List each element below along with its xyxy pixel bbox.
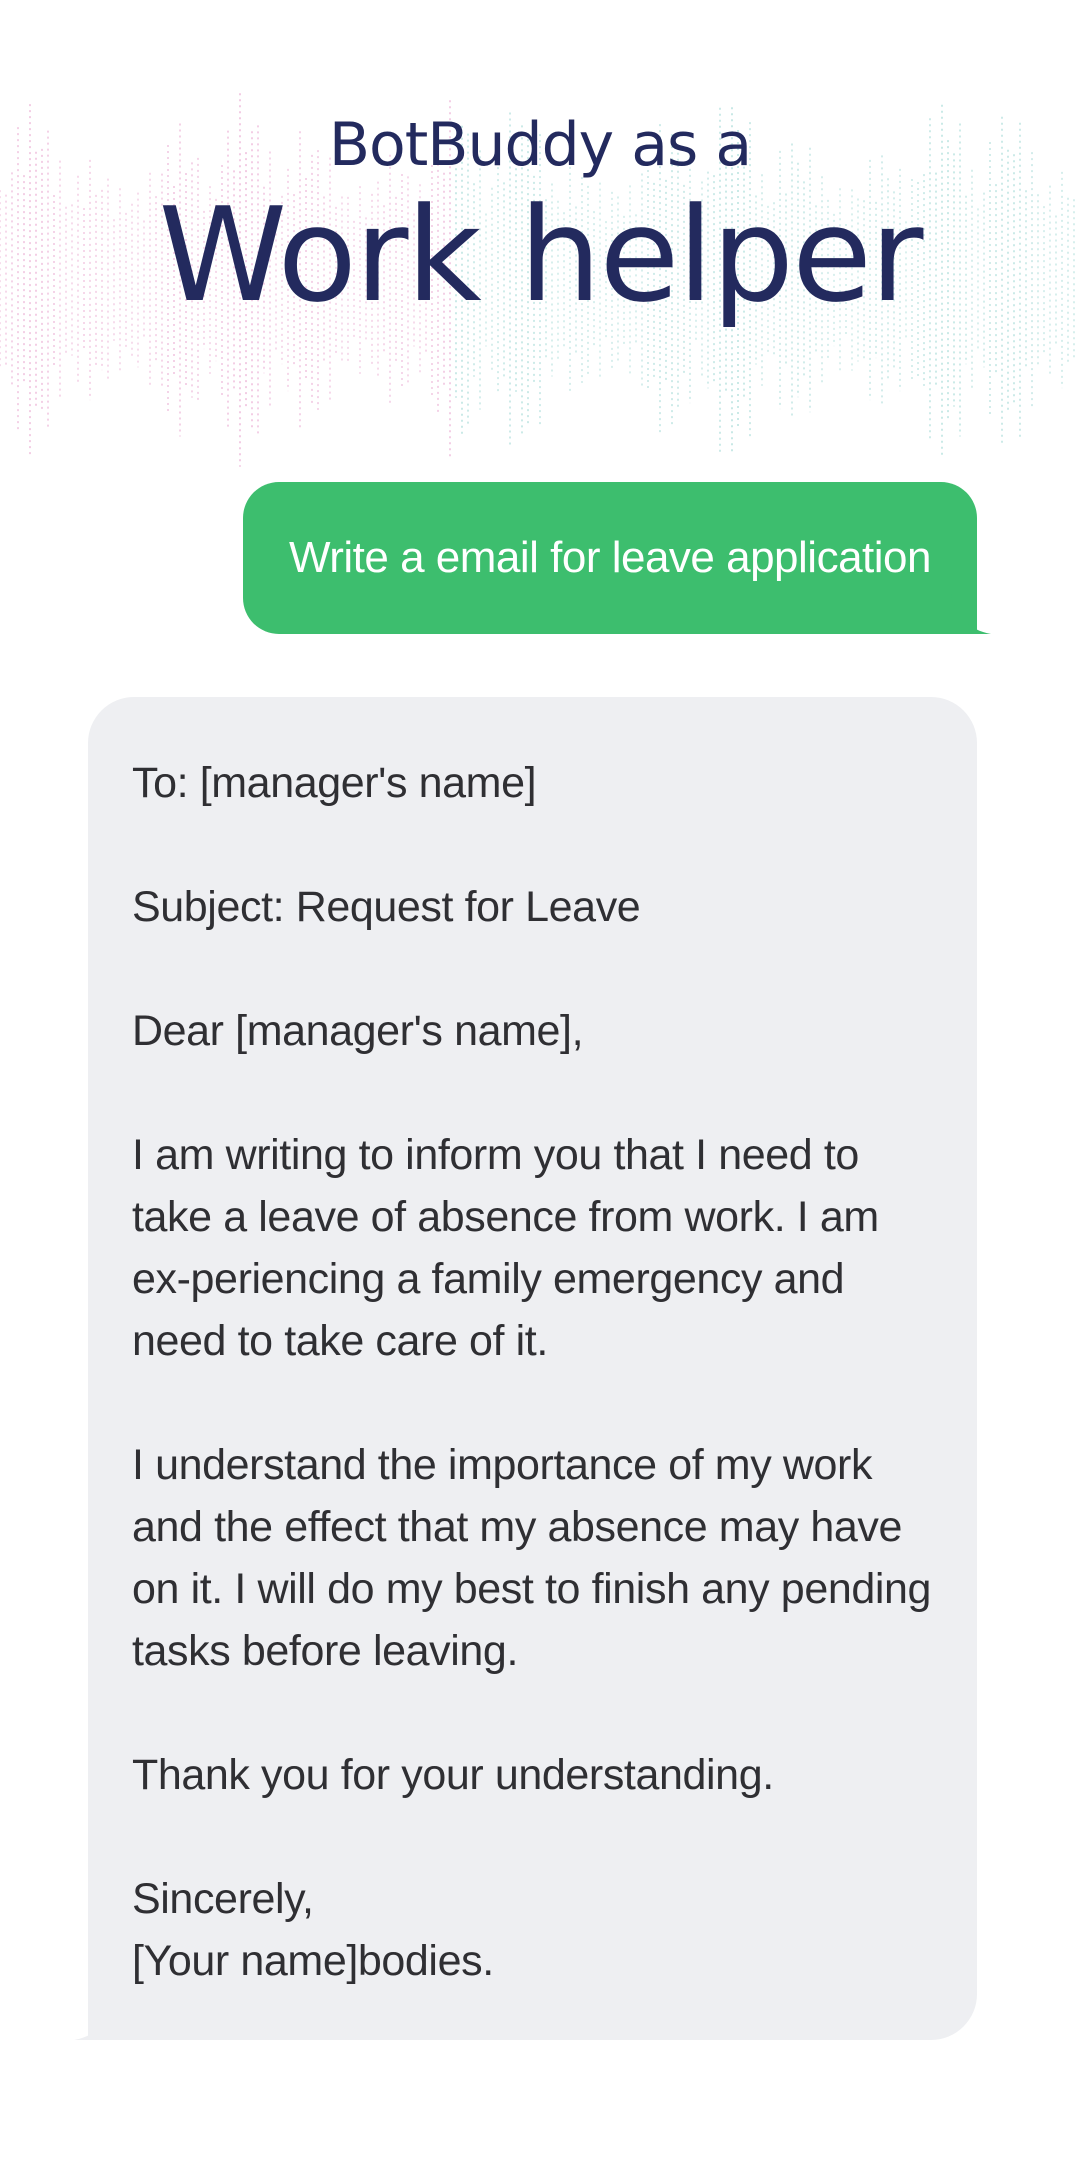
hero-header xyxy=(0,0,1080,470)
email-paragraph-2: I understand the importance of my work and the effect that my absence may have on it. I will do my best to finish any pending tasks before leaving. xyxy=(132,1441,932,1675)
user-message-bubble xyxy=(243,482,977,634)
headline-title: Work helper xyxy=(158,179,922,331)
email-closing: Sincerely, xyxy=(132,1875,314,1923)
bot-bubble-tail xyxy=(74,2000,114,2040)
email-signature: [Your name]bodies. xyxy=(132,1937,494,1985)
email-paragraph-1: I am writing to inform you that I need to take a leave of absence from work. I am ex-periencing a family emergency and need to take care of it. xyxy=(132,1131,879,1365)
email-greeting: Dear [manager's name], xyxy=(132,1007,584,1055)
headline xyxy=(0,110,1080,330)
headline-subtitle: BotBuddy as a xyxy=(328,110,752,180)
user-bubble-tail xyxy=(951,594,991,634)
bot-reply-bubble xyxy=(88,697,977,2040)
email-draft xyxy=(132,752,947,1992)
email-subject: Subject: Request for Leave xyxy=(132,883,641,931)
user-message-text: Write a email for leave application xyxy=(288,533,931,582)
email-thanks: Thank you for your understanding. xyxy=(132,1751,774,1799)
email-to: To: [manager's name] xyxy=(132,759,537,807)
